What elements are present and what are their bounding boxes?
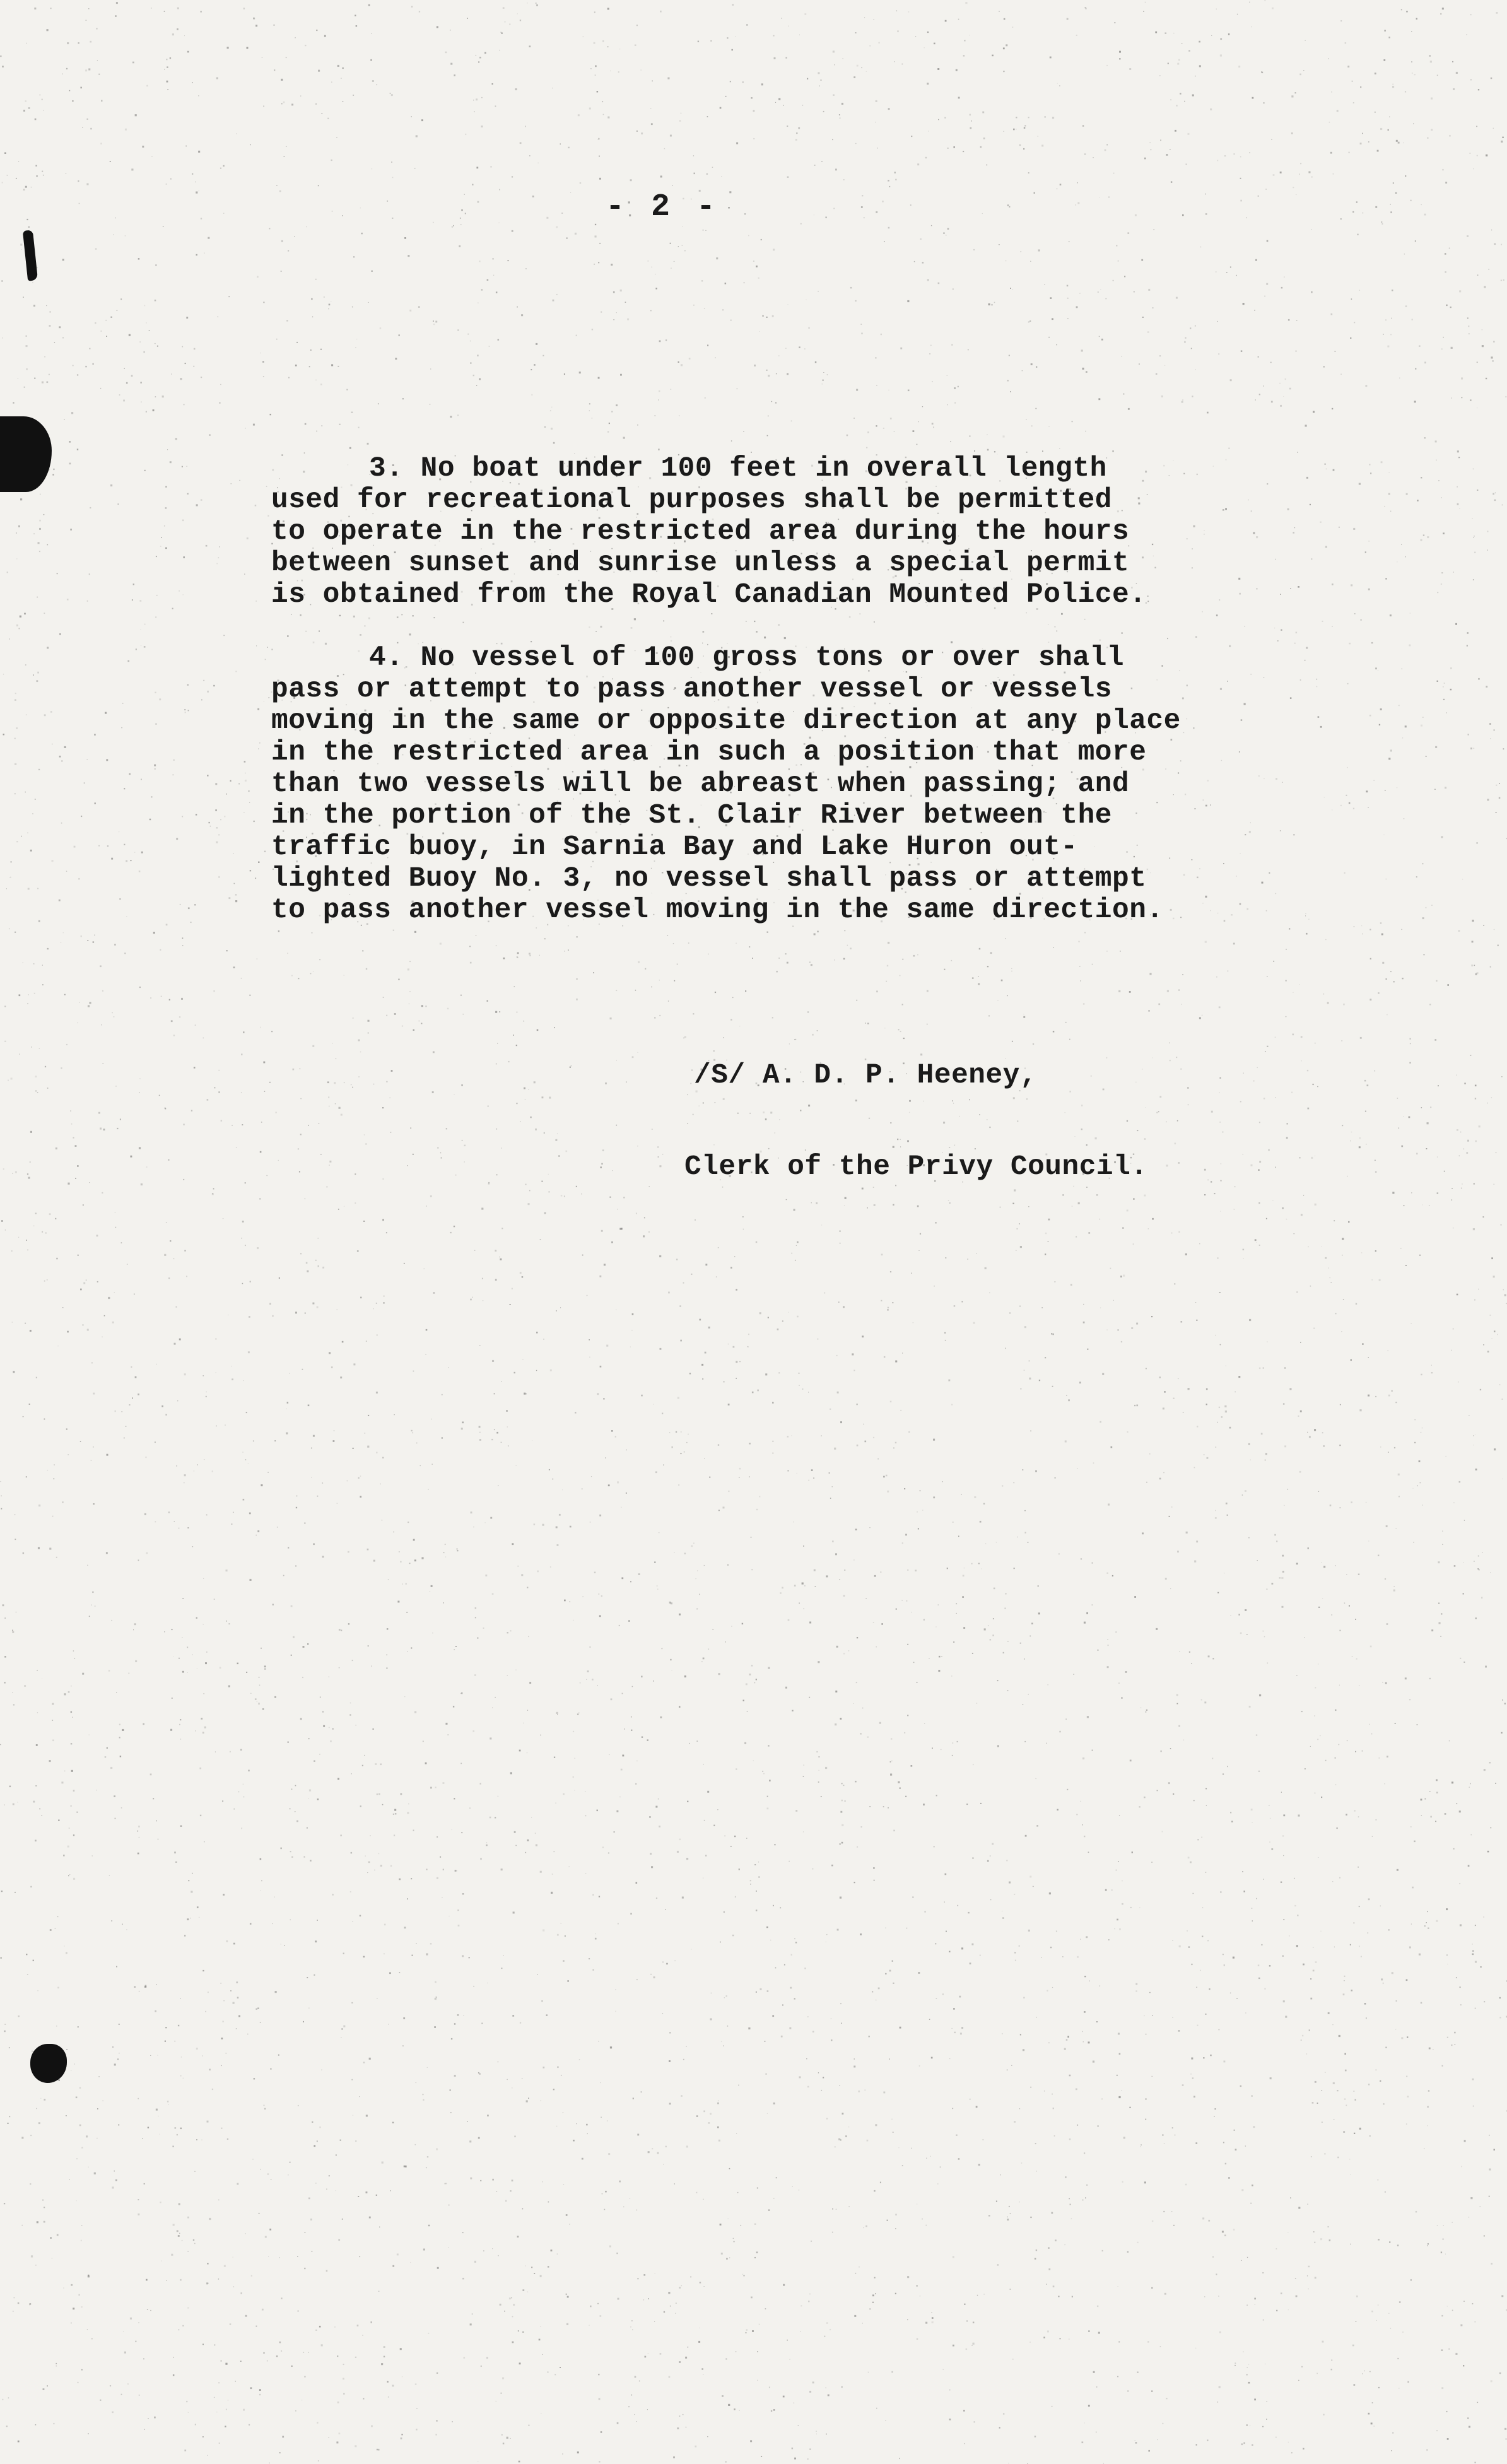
paragraph-3-line: is obtained from the Royal Canadian Mounted Police. xyxy=(271,579,1147,611)
signature-title: Clerk of the Privy Council. xyxy=(684,1151,1148,1183)
page-number: - 2 - xyxy=(606,189,720,225)
paragraph-4-line: in the restricted area in such a position that more xyxy=(271,737,1147,768)
paragraph-3-line: to operate in the restricted area during the hours xyxy=(271,516,1130,548)
ink-blot-bottom xyxy=(30,2044,67,2083)
paragraph-4-line: in the portion of the St. Clair River between the xyxy=(271,800,1113,831)
paragraph-4-line: moving in the same or opposite direction at any place xyxy=(271,705,1181,737)
ink-blot-left xyxy=(0,416,52,492)
signature-name: /S/ A. D. P. Heeney, xyxy=(694,1060,1038,1091)
paragraph-4-line: than two vessels will be abreast when passing; and xyxy=(271,768,1130,800)
paragraph-4-line: to pass another vessel moving in the same direction. xyxy=(271,895,1164,926)
paragraph-4-line: pass or attempt to pass another vessel or vessels xyxy=(271,674,1113,705)
ink-blot-top xyxy=(23,230,38,281)
paragraph-4-line: traffic buoy, in Sarnia Bay and Lake Huron out- xyxy=(271,831,1078,863)
paragraph-3-line: used for recreational purposes shall be permitted xyxy=(271,484,1113,516)
paragraph-3-line: between sunset and sunrise unless a special permit xyxy=(271,548,1130,579)
paragraph-3-line: 3. No boat under 100 feet in overall length xyxy=(369,453,1107,484)
paragraph-4-line: lighted Buoy No. 3, no vessel shall pass or attempt xyxy=(271,863,1147,895)
paragraph-4-line: 4. No vessel of 100 gross tons or over shall xyxy=(369,642,1124,674)
